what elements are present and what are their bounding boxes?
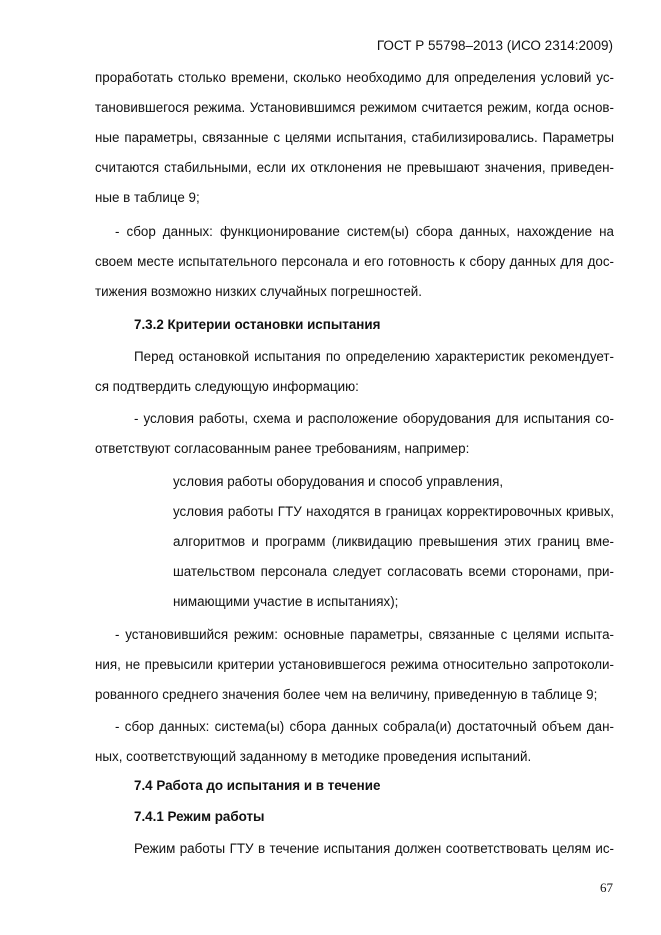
section-heading: 7.3.2 Критерии остановки испытания [134, 317, 381, 332]
text-line: ные параметры, связанные с целями испытания, стабилизировались. Параметры [95, 130, 614, 145]
text-line: ся подтвердить следующую информацию: [95, 379, 359, 394]
text-line: условия работы ГТУ находятся в границах корректировочных кривых, [173, 504, 614, 519]
text-line: ответствуют согласованным ранее требованиям, например: [95, 441, 470, 456]
text-line: Режим работы ГТУ в течение испытания должен соответствовать целям ис- [134, 841, 614, 856]
text-line: ных, соответствующий заданному в методике проведения испытаний. [95, 749, 532, 764]
text-line: тановившегося режима. Установившимся режимом считается режим, когда основ- [95, 100, 614, 115]
text-line: алгоритмов и программ (ликвидацию превышения этих границ вме- [173, 534, 614, 549]
text-line: условия работы оборудования и способ управления, [173, 474, 504, 489]
text-line: Перед остановкой испытания по определению характеристик рекомендует- [134, 349, 614, 364]
text-line: своем месте испытательного персонала и его готовность к сбору данных для дос- [95, 254, 614, 269]
section-heading: 7.4 Работа до испытания и в течение [134, 778, 381, 793]
text-line: ные в таблице 9; [95, 190, 200, 205]
text-line: шательством персонала следует согласовать всеми сторонами, при- [173, 564, 614, 579]
text-line: тижения возможно низких случайных погрешностей. [95, 284, 422, 299]
text-line: нимающими участие в испытаниях); [173, 594, 399, 609]
text-line: ния, не превысили критерии установившегося режима относительно запротоколи- [95, 657, 614, 672]
document-header: ГОСТ Р 55798–2013 (ИСО 2314:2009) [376, 38, 613, 53]
text-line: - установившийся режим: основные параметры, связанные с целями испыта- [115, 627, 614, 642]
text-line: проработать столько времени, сколько необходимо для определения условий ус- [95, 70, 614, 85]
text-line: рованного среднего значения более чем на величину, приведенную в таблице 9; [95, 687, 598, 702]
text-line: - сбор данных: система(ы) сбора данных собрала(и) достаточный объем дан- [115, 719, 614, 734]
text-line: - условия работы, схема и расположение оборудования для испытания со- [134, 411, 614, 426]
text-line: - сбор данных: функционирование систем(ы) сбора данных, нахождение на [115, 224, 614, 239]
section-heading: 7.4.1 Режим работы [134, 809, 265, 824]
text-line: считаются стабильными, если их отклонения не превышают значения, приведен- [95, 160, 614, 175]
page-number: 67 [600, 880, 613, 895]
